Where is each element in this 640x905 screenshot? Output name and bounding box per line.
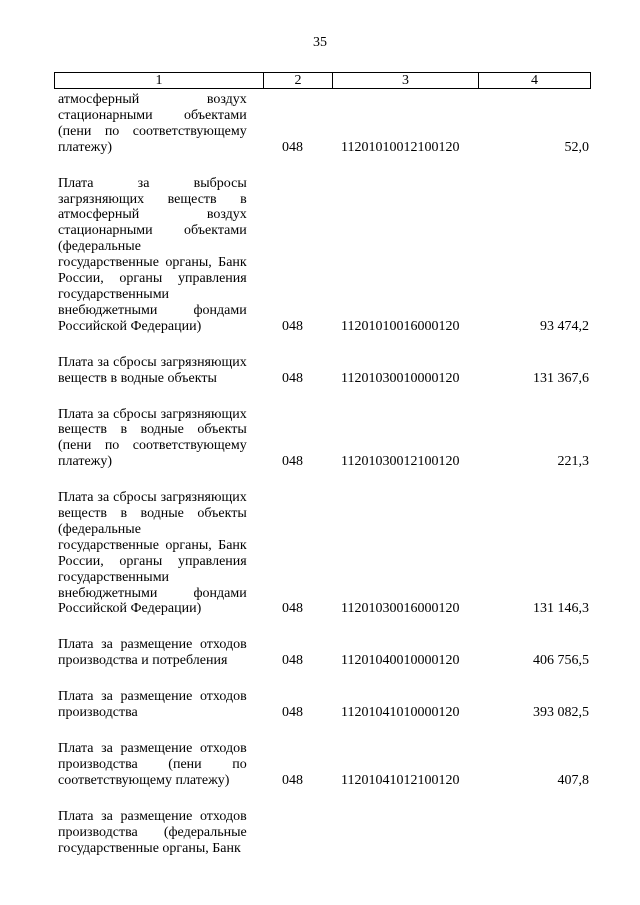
- row-budget-code: 11201030016000120: [341, 601, 460, 617]
- row-admin-code: 048: [281, 601, 303, 617]
- description-line: (пени по соответствующему: [58, 123, 247, 139]
- description-line: внебюджетными фондами: [58, 585, 247, 601]
- table-row: [54, 407, 591, 471]
- row-admin-code: 048: [281, 772, 303, 788]
- description-line: государственные органы, Банк: [58, 255, 247, 271]
- description-line: Плата за сбросы загрязняющих: [58, 354, 247, 370]
- description-line: Плата за размещение отходов: [58, 637, 247, 653]
- description-line: Плата за выбросы: [58, 175, 247, 191]
- description-line: Плата за размещение отходов: [58, 741, 247, 756]
- row-description: [58, 809, 247, 857]
- description-line: (федеральные: [58, 521, 141, 537]
- column-header-row: [55, 73, 591, 89]
- description-line: Плата за сбросы загрязняющих: [58, 406, 247, 422]
- description-line: государственные органы, Банк: [58, 537, 247, 553]
- row-description: [58, 355, 247, 387]
- column-header-1: 1: [55, 73, 264, 89]
- description-line: производства (пени по: [58, 756, 247, 772]
- description-line: веществ в водные объекты: [58, 370, 217, 386]
- row-budget-code: 11201041010000120: [341, 705, 460, 721]
- row-description: [58, 741, 247, 789]
- description-line: государственными: [58, 286, 170, 302]
- description-line: России, органы управления: [58, 271, 247, 287]
- description-line: платежу): [58, 454, 112, 470]
- row-budget-code: 11201010016000120: [341, 318, 460, 334]
- column-header-2: 2: [264, 73, 333, 89]
- row-description: [58, 490, 247, 617]
- row-admin-code: 048: [281, 454, 303, 470]
- row-amount: 52,0: [564, 139, 589, 155]
- description-line: (федеральные: [58, 239, 141, 255]
- description-line: атмосферный воздух: [58, 207, 247, 223]
- table-row: [54, 490, 591, 617]
- table-row: [54, 176, 591, 335]
- row-amount: 407,8: [557, 772, 589, 788]
- description-line: веществ в водные объекты: [58, 506, 247, 522]
- table-row: [54, 637, 591, 669]
- description-line: Плата за сбросы загрязняющих: [58, 490, 247, 506]
- description-line: стационарными объектами: [58, 223, 247, 239]
- row-description: [58, 407, 247, 471]
- row-budget-code: 11201030012100120: [341, 454, 460, 470]
- budget-rows: [54, 93, 591, 876]
- description-line: веществ в водные объекты: [58, 422, 247, 438]
- row-admin-code: 048: [281, 653, 303, 669]
- row-budget-code: 11201010012100120: [341, 139, 460, 155]
- row-admin-code: 048: [281, 318, 303, 334]
- description-line: Плата за размещение отходов: [58, 689, 247, 705]
- description-line: соответствующему платежу): [58, 772, 230, 788]
- page-number: 35: [313, 35, 327, 50]
- row-amount: 393 082,5: [533, 705, 589, 721]
- description-line: атмосферный воздух: [58, 92, 247, 107]
- description-line: производства: [58, 705, 138, 721]
- description-line: стационарными объектами: [58, 107, 247, 123]
- table-row: [54, 689, 591, 721]
- row-description: [58, 689, 247, 721]
- description-line: России, органы управления: [58, 553, 247, 569]
- description-line: (пени по соответствующему: [58, 438, 247, 454]
- row-amount: 131 367,6: [533, 370, 589, 386]
- column-header-4: 4: [479, 73, 591, 89]
- description-line: производства и потребления: [58, 653, 228, 669]
- row-budget-code: 11201041012100120: [341, 772, 460, 788]
- row-description: [58, 176, 247, 335]
- table-row: [54, 92, 591, 156]
- column-header-3: 3: [333, 73, 479, 89]
- row-amount: 406 756,5: [533, 653, 589, 669]
- description-line: Российской Федерации): [58, 318, 202, 334]
- row-description: [58, 637, 247, 669]
- row-admin-code: 048: [281, 139, 303, 155]
- description-line: государственные органы, Банк: [58, 840, 241, 856]
- row-budget-code: 11201040010000120: [341, 653, 460, 669]
- table-row: [54, 741, 591, 789]
- row-budget-code: 11201030010000120: [341, 370, 460, 386]
- description-line: государственными: [58, 569, 170, 585]
- description-line: производства (федеральные: [58, 824, 247, 840]
- description-line: Российской Федерации): [58, 601, 202, 617]
- row-amount: 131 146,3: [533, 601, 589, 617]
- description-line: платежу): [58, 139, 112, 155]
- table-row: [54, 809, 591, 857]
- row-description: [58, 92, 247, 156]
- row-amount: 221,3: [557, 454, 589, 470]
- row-amount: 93 474,2: [540, 318, 589, 334]
- description-line: загрязняющих веществ в: [58, 191, 247, 207]
- table-row: [54, 355, 591, 387]
- description-line: Плата за размещение отходов: [58, 808, 247, 824]
- column-header-table: [54, 72, 591, 89]
- description-line: внебюджетными фондами: [58, 302, 247, 318]
- row-admin-code: 048: [281, 370, 303, 386]
- row-admin-code: 048: [281, 705, 303, 721]
